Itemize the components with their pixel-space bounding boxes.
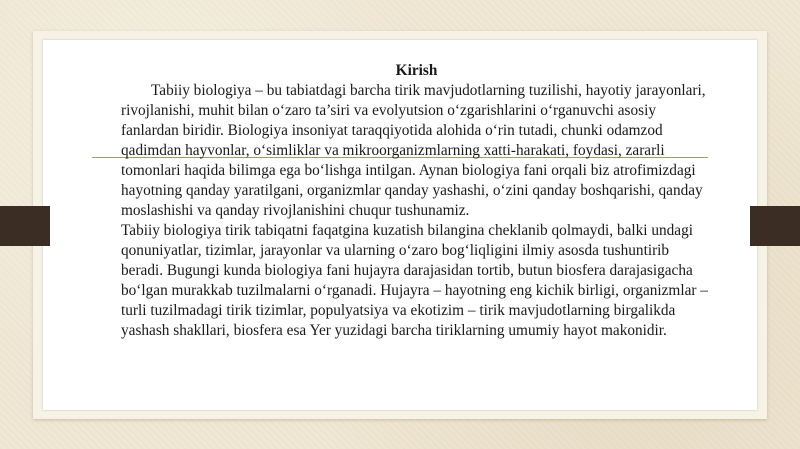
slide-content <box>121 61 711 341</box>
slide-title: Kirish <box>395 62 438 79</box>
paragraph-second: Tabiiy biologiya tirik tabiqatni faqatgina kuzatish bilangina cheklanib qolmaydi, balki undagi qonuniyatlar, tizimlar, jarayonlar va ularning o‘zaro bog‘liqligini ilmiy asosda tushuntirib beradi. Bugungi kunda biologiya fani hujayra darajasidan tortib, butun biosfera darajasigacha bo‘lgan murakkab tuzilmalarni o‘rganadi. Hujayra – hayotning eng kichik birligi, organizmlar – turli tuzilmadagi tirik tizimlar, populyatsiya va ekotizim – tirik mavjudotlarning birgalikda yashash shakllari, biosfera esa Yer yuzidagi barcha tiriklarning umumiy hayot makonidir. <box>121 222 708 339</box>
left-side-tab <box>0 206 50 246</box>
right-side-tab <box>750 206 800 246</box>
paragraph-intro: Tabiiy biologiya – bu tabiatdagi barcha tirik mavjudotlarning tuzilishi, hayotiy jarayonlari, rivojlanishi, muhit bilan o‘zaro ta’siri va evolyutsion o‘zgarishlarini o‘rganuvchi asosiy fanlardan biridir. Biologiya insoniyat taraqqiyotida alohida o‘rin tutadi, chunki odamzod qadimdan hayvonlar, o‘simliklar va mikroorganizmlarning xatti-harakati, foydasi, zararli tomonlari haqida bilimga ega bo‘lishga intilgan. Aynan biologiya fani orqali biz atrofimizdagi hayotning qanday yaratilgani, organizmlar qanday yashashi, o‘zini qanday boshqarishi, qanday moslashishi va qanday rivojlanishini chuqur tushunamiz. <box>121 82 706 219</box>
